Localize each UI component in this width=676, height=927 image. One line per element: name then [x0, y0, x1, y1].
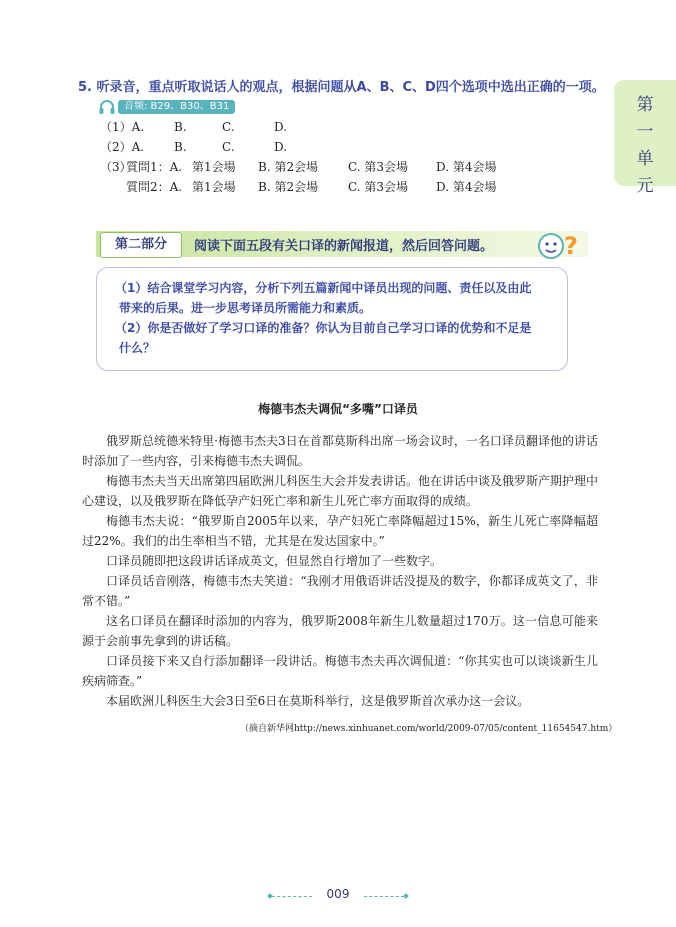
task-line-4: 什么？ [119, 341, 156, 355]
task-line-1: （1）结合课堂学习内容，分析下列五篇新闻中译员出现的问题、责任以及由此 [115, 281, 532, 295]
option-c: C. [222, 120, 235, 134]
part2-instruction: 阅读下面五段有关口译的新闻报道，然后回答问题。 [194, 239, 494, 254]
article-paragraph: 口译员随即把这段讲话译成英文，但显然自行增加了一些数字。 [106, 554, 443, 568]
option-c: C. 第3会場 [348, 180, 409, 194]
option-d: D. 第4会場 [436, 160, 497, 174]
option-a-text: 第1会場 [192, 180, 236, 194]
unit-tab-label: 第一单元 [636, 95, 654, 196]
audio-badge[interactable] [98, 99, 235, 115]
article-paragraph: 本届欧洲儿科医生大会3日至6日在莫斯科举行，这是俄罗斯首次承办这一会议。 [106, 694, 530, 708]
article-paragraph: 梅德韦杰夫当天出席第四届欧洲儿科医生大会并发表讲话。他在讲话中谈及俄罗斯产期护理中心建设，以及俄罗斯在降低孕产妇死亡率和新生儿死亡率方面取得的成绩。 [82, 474, 599, 508]
audio-label: 音频: B29、B30、B31 [118, 100, 235, 114]
option-num: （2）A. [100, 140, 145, 154]
question-label: 質問1：A. [126, 160, 183, 174]
footer-divider-left [272, 896, 312, 897]
option-b: B. [174, 140, 187, 154]
article-paragraph: 口译员接下来又自行添加翻译一段讲话。梅德韦杰夫再次调侃道：“你其实也可以谈谈新生儿疾病筛查。” [82, 654, 598, 688]
question-5-prompt: 5. 听录音，重点听取说话人的观点，根据问题从A、B、C、D四个选项中选出正确的一项。 [78, 80, 605, 95]
option-num: （3） [100, 160, 132, 174]
footer-divider-right [364, 896, 404, 897]
option-num: （1）A. [100, 120, 145, 134]
part2-label: 第二部分 [100, 232, 182, 258]
task-box [96, 267, 568, 371]
option-d: D. [274, 140, 288, 154]
article-paragraph: 俄罗斯总统德米特里·梅德韦杰夫3日在首都莫斯科出席一场会议时，一名口译员翻译他的讲话时添加了一些内容，引来梅德韦杰夫调侃。 [82, 434, 598, 468]
answer-row-4 [100, 178, 520, 196]
footer-diamond-left [267, 893, 273, 899]
option-a-text: 第1会場 [192, 160, 236, 174]
option-d: D. 第4会場 [436, 180, 497, 194]
svg-text:?: ? [564, 232, 578, 260]
article-title: 梅德韦杰夫调侃“多嘴”口译员 [258, 402, 418, 416]
option-c: C. 第3会場 [348, 160, 409, 174]
article-paragraph: 这名口译员在翻译时添加的内容为，俄罗斯2008年新生儿数量超过170万。这一信息可能来源于会前事先拿到的讲话稿。 [82, 614, 598, 648]
unit-tab [614, 80, 676, 196]
option-d: D. [274, 120, 288, 134]
answer-row-3 [100, 158, 520, 176]
footer-diamond-right [403, 893, 409, 899]
option-b: B. 第2会場 [258, 160, 319, 174]
headphones-icon [98, 99, 116, 115]
article-paragraph: 口译员话音刚落，梅德韦杰夫笑道：“我刚才用俄语讲话没提及的数字，你都译成英文了，非常不错。” [82, 574, 598, 608]
question-label: 質問2：A. [126, 180, 183, 194]
task-line-3: （2）你是否做好了学习口译的准备？你认为目前自己学习口译的优势和不足是 [115, 321, 532, 335]
article-source: （摘自新华网http://news.xinhuanet.com/world/2009-07/05/content_11654547.htm） [240, 724, 618, 734]
answer-row-2 [100, 138, 500, 156]
option-b: B. 第2会場 [258, 180, 319, 194]
page-number: 009 [326, 887, 350, 901]
task-line-2: 带来的后果。进一步思考译员所需能力和素质。 [119, 301, 372, 315]
answer-row-1 [100, 118, 500, 136]
option-c: C. [222, 140, 235, 154]
article-paragraph: 梅德韦杰夫说：“俄罗斯自2005年以来，孕产妇死亡率降幅超过15%，新生儿死亡率降幅超过22%。我们的出生率相当不错，尤其是在发达国家中。” [82, 514, 598, 548]
option-b: B. [174, 120, 187, 134]
thinking-face-icon [532, 226, 582, 262]
